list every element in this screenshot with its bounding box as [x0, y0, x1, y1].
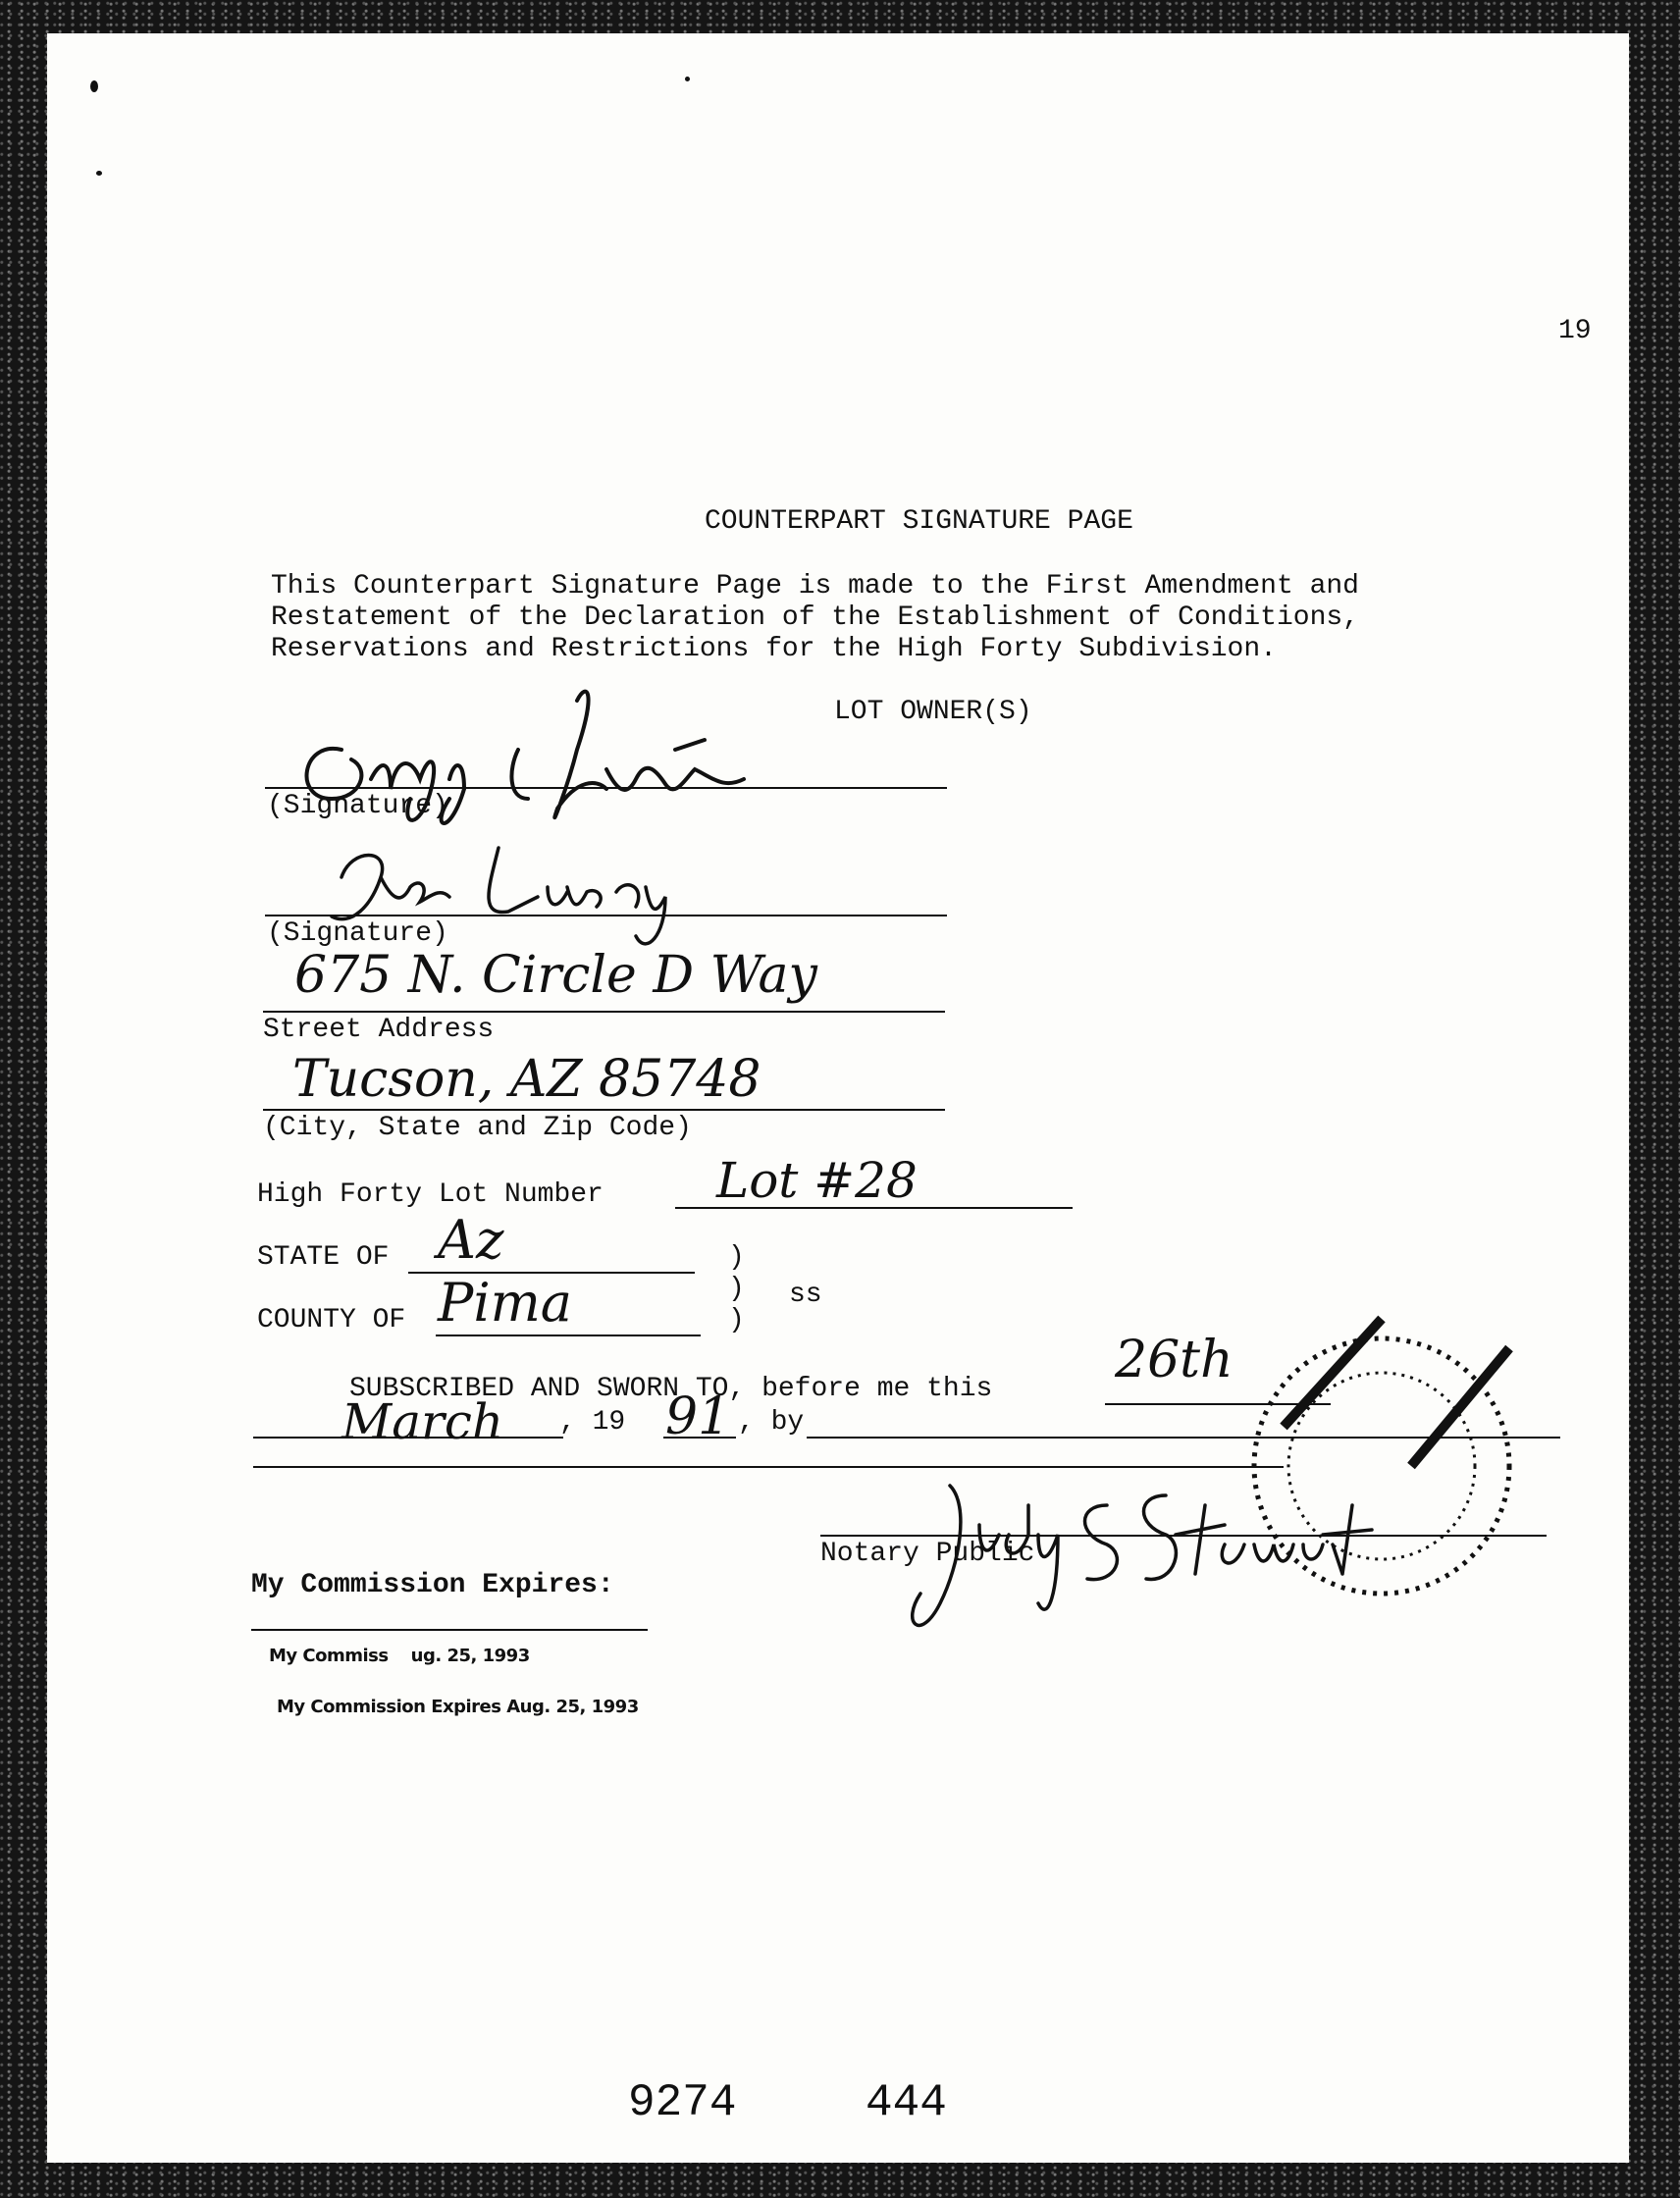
county-of-paren: )	[728, 1305, 745, 1335]
lot-number-line	[675, 1207, 1073, 1209]
sworn-text: SUBSCRIBED AND SWORN TO, before me this	[349, 1374, 993, 1404]
ss-label: ss	[789, 1280, 822, 1310]
signature-1-label: (Signature)	[267, 791, 448, 821]
footer-number-left: 9274	[628, 2077, 737, 2128]
scan-speck	[685, 77, 690, 81]
lot-number-label: High Forty Lot Number	[257, 1179, 604, 1210]
state-of-value: Az	[438, 1209, 504, 1271]
lot-number-value: Lot #28	[716, 1152, 918, 1209]
street-address-line	[263, 1011, 945, 1013]
county-of-label: COUNTY OF	[257, 1305, 406, 1335]
sworn-month: March	[341, 1393, 504, 1450]
signature-2-label: (Signature)	[267, 918, 448, 949]
scan-speck	[90, 80, 98, 92]
city-state-zip-value: Tucson, AZ 85748	[292, 1050, 761, 1109]
commission-stamp-1: My Commiss ug. 25, 1993	[269, 1646, 530, 1666]
sworn-by: , by	[738, 1407, 805, 1438]
signature-2-line	[265, 915, 947, 916]
intro-line-3: Reservations and Restrictions for the High Forty Subdivision.	[271, 634, 1277, 664]
street-address-label: Street Address	[263, 1015, 495, 1045]
sworn-year: 91	[665, 1387, 731, 1446]
notary-label: Notary Public	[820, 1539, 1035, 1569]
street-address-value: 675 N. Circle D Way	[294, 946, 817, 1005]
document-page	[47, 33, 1629, 2163]
ss-paren: )	[728, 1274, 745, 1304]
county-of-line	[436, 1334, 701, 1336]
commission-expires-label: My Commission Expires:	[251, 1570, 614, 1600]
lot-owners-heading: LOT OWNER(S)	[834, 697, 1032, 727]
sworn-year-prefix: , 19	[559, 1407, 626, 1438]
city-state-zip-label: (City, State and Zip Code)	[263, 1113, 692, 1143]
signature-1-line	[265, 787, 947, 789]
state-of-label: STATE OF	[257, 1242, 390, 1273]
sworn-year-line	[663, 1437, 736, 1439]
county-of-value: Pima	[438, 1272, 573, 1334]
intro-line-2: Restatement of the Declaration of the Establishment of Conditions,	[271, 602, 1359, 633]
state-of-paren: )	[728, 1242, 745, 1273]
page-title: COUNTERPART SIGNATURE PAGE	[705, 506, 1133, 537]
scan-speck	[96, 171, 102, 176]
footer-number-right: 444	[866, 2077, 947, 2128]
page-number: 19	[1558, 316, 1592, 346]
commission-expires-line	[251, 1629, 648, 1631]
city-state-zip-line	[263, 1109, 945, 1111]
sworn-day: 26th	[1115, 1331, 1234, 1389]
notary-line	[820, 1535, 1547, 1537]
intro-line-1: This Counterpart Signature Page is made to the First Amendment and	[271, 571, 1359, 602]
commission-stamp-2: My Commission Expires Aug. 25, 1993	[277, 1697, 639, 1717]
